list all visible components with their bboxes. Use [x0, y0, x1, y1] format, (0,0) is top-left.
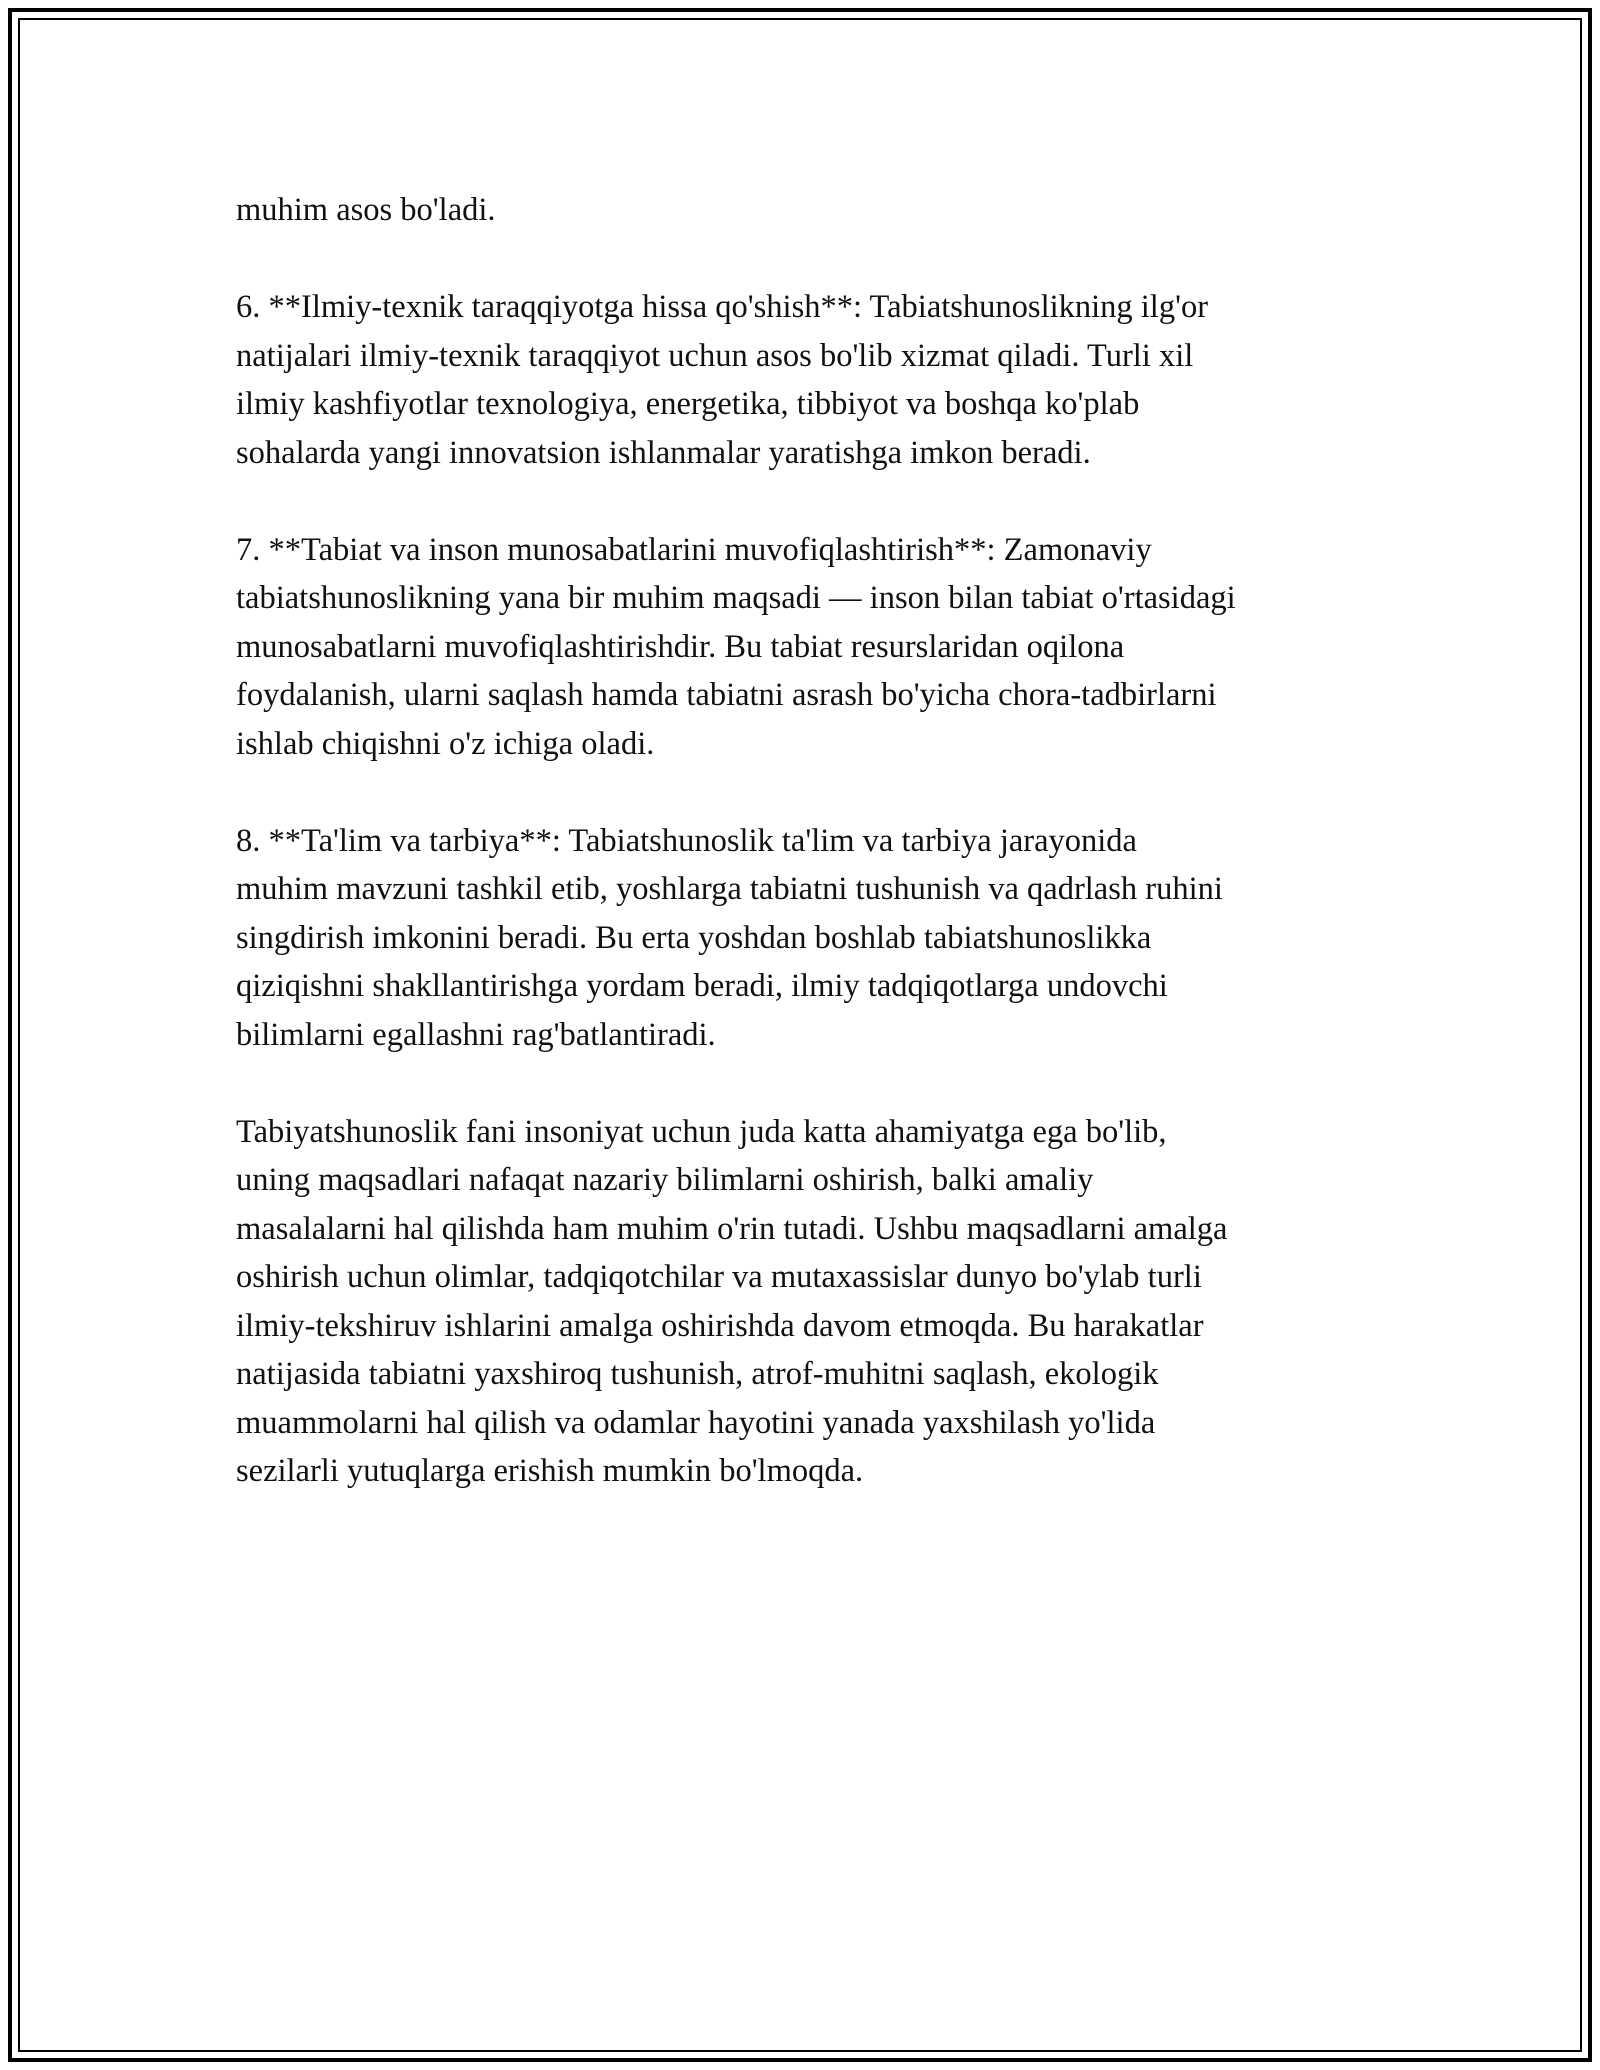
- text-line: 6. **Ilmiy-texnik taraqqiyotga hissa qo'shish**: Tabiatshunoslikning ilg'or: [236, 289, 1209, 325]
- text-line: masalalarni hal qilishda ham muhim o'rin tutadi. Ushbu maqsadlarni amalga: [236, 1210, 1228, 1247]
- text-line: ilmiy kashfiyotlar texnologiya, energetika, tibbiyot va boshqa ko'plab: [236, 386, 1140, 422]
- text-line: natijasida tabiatni yaxshiroq tushunish, atrof-muhitni saqlash, ekologik: [236, 1356, 1159, 1392]
- text-line: munosabatlarni muvofiqlashtirishdir. Bu tabiat resurslaridan oqilona: [236, 628, 1125, 665]
- text-line: muhim asos bo'ladi.: [236, 192, 496, 228]
- text-line: 8. **Ta'lim va tarbiya**: Tabiatshunoslik ta'lim va tarbiya jarayonida: [236, 822, 1137, 859]
- text-line: sezilarli yutuqlarga erishish mumkin bo'lmoqda.: [236, 1453, 864, 1489]
- text-line: singdirish imkonini beradi. Bu erta yoshdan boshlab tabiatshunoslikka: [236, 919, 1152, 956]
- text-line: foydalanish, ularni saqlash hamda tabiatni asrash bo'yicha chora-tadbirlarni: [236, 677, 1217, 713]
- text-line: Tabiyatshunoslik fani insoniyat uchun juda katta ahamiyatga ega bo'lib,: [236, 1113, 1167, 1150]
- paragraph-conclusion: [236, 1108, 1386, 1496]
- text-line: ishlab chiqishni o'z ichiga oladi.: [236, 725, 655, 762]
- text-line: bilimlarni egallashni rag'batlantiradi.: [236, 1016, 716, 1053]
- text-line: oshirish uchun olimlar, tadqiqotchilar va mutaxassislar dunyo bo'ylab turli: [236, 1259, 1202, 1295]
- paragraph-item-6: [236, 283, 1386, 477]
- paragraph-continuation: [236, 186, 1386, 235]
- text-line: muhim mavzuni tashkil etib, yoshlarga tabiatni tushunish va qadrlash ruhini: [236, 871, 1223, 907]
- text-line: 7. **Tabiat va inson munosabatlarini muvofiqlashtirish**: Zamonaviy: [236, 531, 1152, 568]
- paragraph-item-8: [236, 817, 1386, 1060]
- text-line: tabiatshunoslikning yana bir muhim maqsadi — inson bilan tabiat o'rtasidagi: [236, 580, 1236, 616]
- paragraph-item-7: [236, 526, 1386, 769]
- text-line: uning maqsadlari nafaqat nazariy bilimlarni oshirish, balki amaliy: [236, 1162, 1094, 1198]
- text-line: muammolarni hal qilish va odamlar hayotini yanada yaxshilash yo'lida: [236, 1404, 1156, 1441]
- text-line: natijalari ilmiy-texnik taraqqiyot uchun asos bo'lib xizmat qiladi. Turli xil: [236, 337, 1194, 374]
- text-line: ilmiy-tekshiruv ishlarini amalga oshirishda davom etmoqda. Bu harakatlar: [236, 1307, 1204, 1344]
- text-line: sohalarda yangi innovatsion ishlanmalar yaratishga imkon beradi.: [236, 434, 1091, 471]
- text-line: qiziqishni shakllantirishga yordam beradi, ilmiy tadqiqotlarga undovchi: [236, 968, 1168, 1004]
- document-body: [236, 186, 1386, 1544]
